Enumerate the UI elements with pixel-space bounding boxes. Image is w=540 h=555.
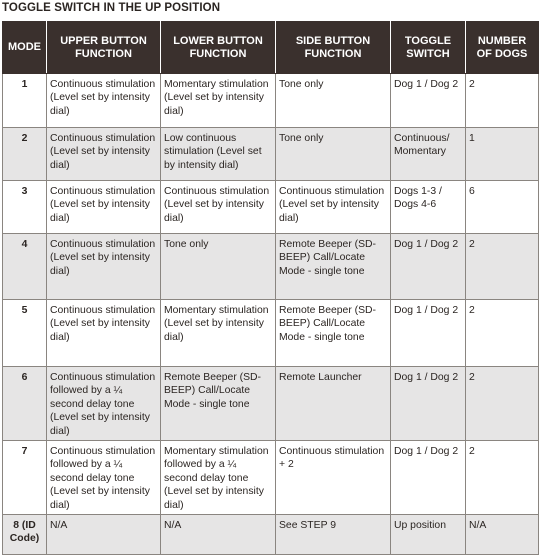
cell-toggle: Dog 1 / Dog 2 — [391, 300, 466, 367]
cell-dogs: 1 — [466, 128, 539, 181]
cell-side: Tone only — [276, 128, 391, 181]
table-row — [3, 234, 539, 300]
cell-upper: Continuous stimulation (Level set by intensity dial) — [47, 128, 161, 181]
table-header-row — [3, 22, 539, 74]
header-lower-button: LOWER BUTTON FUNCTION — [161, 22, 276, 74]
cell-upper: Continuous stimulation followed by a ¼ second delay tone (Level set by intensity dial) — [47, 367, 161, 441]
cell-lower: Momentary stimulation followed by a ¼ second delay tone (Level set by intensity dial) — [161, 441, 276, 515]
cell-dogs: 2 — [466, 441, 539, 515]
table-row — [3, 74, 539, 128]
cell-dogs: N/A — [466, 515, 539, 555]
cell-side: Tone only — [276, 74, 391, 128]
table-row — [3, 128, 539, 181]
cell-upper: Continuous stimulation (Level set by intensity dial) — [47, 234, 161, 300]
cell-dogs: 2 — [466, 367, 539, 441]
cell-side: Continuous stimulation + 2 — [276, 441, 391, 515]
cell-lower: Momentary stimulation (Level set by intensity dial) — [161, 300, 276, 367]
table-row — [3, 515, 539, 555]
cell-mode: 7 — [3, 441, 47, 515]
cell-lower: Tone only — [161, 234, 276, 300]
table-title: TOGGLE SWITCH IN THE UP POSITION — [2, 2, 221, 14]
cell-toggle: Up position — [391, 515, 466, 555]
cell-side: Continuous stimulation (Level set by intensity dial) — [276, 181, 391, 234]
cell-dogs: 6 — [466, 181, 539, 234]
cell-toggle: Dog 1 / Dog 2 — [391, 367, 466, 441]
header-upper-button: UPPER BUTTON FUNCTION — [47, 22, 161, 74]
cell-toggle: Dog 1 / Dog 2 — [391, 74, 466, 128]
cell-side: Remote Launcher — [276, 367, 391, 441]
header-number-of-dogs: NUMBER OF DOGS — [466, 22, 539, 74]
table-row — [3, 181, 539, 234]
table-row — [3, 441, 539, 515]
cell-lower: N/A — [161, 515, 276, 555]
header-mode: MODE — [3, 22, 47, 74]
cell-toggle: Continuous/ Momentary — [391, 128, 466, 181]
cell-upper: Continuous stimulation (Level set by intensity dial) — [47, 181, 161, 234]
cell-lower: Remote Beeper (SD-BEEP) Call/Locate Mode - single tone — [161, 367, 276, 441]
cell-upper: Continuous stimulation (Level set by intensity dial) — [47, 74, 161, 128]
cell-mode: 5 — [3, 300, 47, 367]
cell-toggle: Dog 1 / Dog 2 — [391, 234, 466, 300]
cell-mode: 4 — [3, 234, 47, 300]
cell-mode: 8 (ID Code) — [3, 515, 47, 555]
cell-side: Remote Beeper (SD-BEEP) Call/Locate Mode - single tone — [276, 234, 391, 300]
cell-upper: Continuous stimulation followed by a ¼ second delay tone (Level set by intensity dial) — [47, 441, 161, 515]
cell-dogs: 2 — [466, 234, 539, 300]
mode-table — [2, 21, 539, 555]
cell-mode: 3 — [3, 181, 47, 234]
cell-lower: Momentary stimulation (Level set by intensity dial) — [161, 74, 276, 128]
cell-side: See STEP 9 — [276, 515, 391, 555]
cell-mode: 1 — [3, 74, 47, 128]
cell-dogs: 2 — [466, 300, 539, 367]
cell-side: Remote Beeper (SD-BEEP) Call/Locate Mode - single tone — [276, 300, 391, 367]
cell-upper: N/A — [47, 515, 161, 555]
cell-toggle: Dog 1 / Dog 2 — [391, 441, 466, 515]
cell-lower: Continuous stimulation (Level set by intensity dial) — [161, 181, 276, 234]
cell-mode: 2 — [3, 128, 47, 181]
table-row — [3, 367, 539, 441]
header-side-button: SIDE BUTTON FUNCTION — [276, 22, 391, 74]
cell-upper: Continuous stimulation (Level set by intensity dial) — [47, 300, 161, 367]
cell-mode: 6 — [3, 367, 47, 441]
cell-dogs: 2 — [466, 74, 539, 128]
cell-toggle: Dogs 1-3 / Dogs 4-6 — [391, 181, 466, 234]
header-toggle-switch: TOGGLE SWITCH — [391, 22, 466, 74]
cell-lower: Low continuous stimulation (Level set by intensity dial) — [161, 128, 276, 181]
table-row — [3, 300, 539, 367]
